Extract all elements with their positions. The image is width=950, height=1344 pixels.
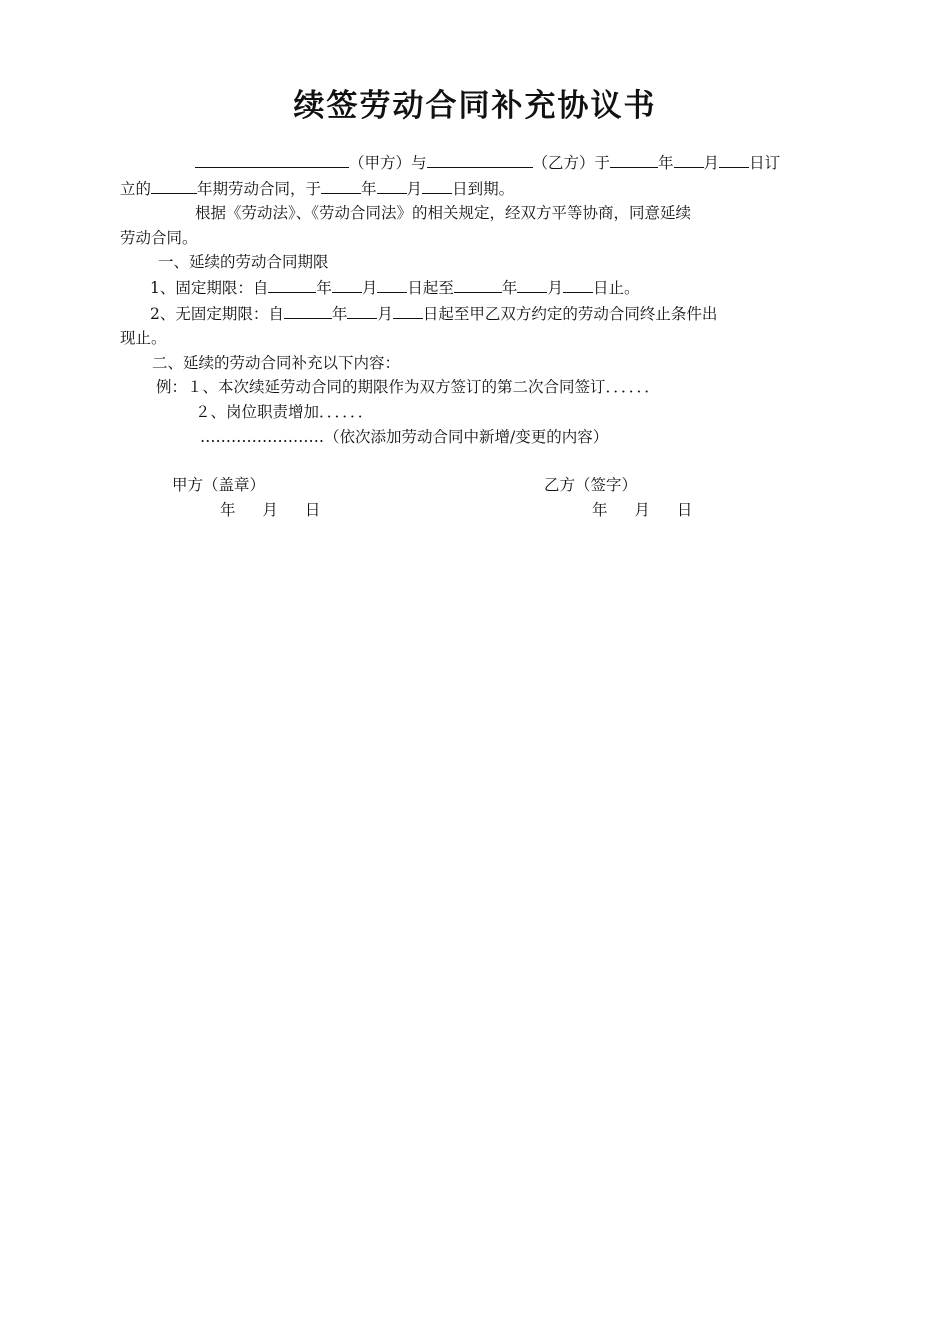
- open-from-year-label: 年: [331, 304, 348, 323]
- open-from-day-blank[interactable]: [393, 301, 423, 319]
- signature-row: [120, 473, 832, 498]
- sign-month-blank[interactable]: [674, 150, 704, 168]
- open-from-year-blank[interactable]: [284, 301, 332, 319]
- para2-line1: 根据《劳动法》、《劳动合同法》的相关规定，经双方平等协商，同意延续: [195, 204, 692, 223]
- sign-year-blank[interactable]: [610, 150, 658, 168]
- expire-month-label: 月: [406, 179, 423, 198]
- para2-line2: 劳动合同。: [120, 228, 198, 247]
- section2-example2: ２、岗位职责增加．．．．．．: [195, 402, 374, 421]
- document-body: [120, 150, 832, 523]
- sign-day-label: 日订: [749, 154, 781, 172]
- para1-line2: [120, 176, 832, 202]
- fixed-from-month-label: 月: [361, 278, 378, 297]
- expire-year-blank[interactable]: [321, 176, 361, 194]
- section2-example3: ……………………（依次添加劳动合同中新增/变更的内容）: [200, 427, 609, 446]
- fixed-from-day-blank[interactable]: [377, 275, 407, 293]
- para1-line1: [120, 150, 832, 176]
- open-term-label: 2、无固定期限：自: [150, 304, 284, 323]
- section1-heading: 一、延续的劳动合同期限: [158, 253, 329, 272]
- sign-day-blank[interactable]: [719, 150, 749, 168]
- sign-month-label: 月: [703, 154, 720, 172]
- sign-year-label: 年: [658, 154, 674, 172]
- party-a-label: （甲方）与: [349, 154, 427, 172]
- fixed-to-month-blank[interactable]: [517, 275, 547, 293]
- party-a-date: 年 月 日: [220, 501, 321, 520]
- party-a-seal-label: 甲方（盖章）: [172, 476, 266, 495]
- party-b-label: （乙方）于: [532, 154, 611, 172]
- document-title: 续签劳动合同补充协议书: [293, 88, 657, 124]
- fixed-from-year-label: 年: [316, 278, 332, 297]
- party-b-blank[interactable]: [427, 150, 533, 168]
- fixed-from-month-blank[interactable]: [332, 275, 362, 293]
- fixed-to-year-label: 年: [501, 278, 518, 297]
- party-a-blank[interactable]: [195, 150, 349, 168]
- section2-heading: 二、延续的劳动合同补充以下内容：: [152, 353, 401, 372]
- open-from-month-label: 月: [377, 304, 393, 323]
- fixed-to-day-blank[interactable]: [563, 275, 593, 293]
- section1-item2-line2: 现止。: [120, 329, 167, 348]
- signature-date-row: [120, 498, 832, 523]
- term-label: 年期劳动合同，于: [197, 179, 322, 198]
- fixed-to-month-label: 月: [547, 278, 563, 297]
- expire-label: 日到期。: [452, 179, 515, 198]
- section1-item1: [120, 275, 832, 301]
- expire-day-blank[interactable]: [422, 176, 452, 194]
- open-term-rest: 日起至甲乙双方约定的劳动合同终止条件出: [422, 304, 718, 323]
- expire-month-blank[interactable]: [377, 176, 407, 194]
- expire-year-label: 年: [361, 179, 377, 198]
- fixed-to-year-blank[interactable]: [454, 275, 502, 293]
- party-b-date: 年 月 日: [592, 501, 693, 520]
- contract-start-label: 立的: [120, 179, 152, 198]
- section2-example1: 例：１、本次续延劳动合同的期限作为双方签订的第二次合同签订．．．．．．: [156, 378, 660, 397]
- fixed-from-year-blank[interactable]: [268, 275, 316, 293]
- section1-item2: [120, 301, 832, 327]
- party-b-sign-label: 乙方（签字）: [544, 476, 638, 495]
- open-from-month-blank[interactable]: [347, 301, 377, 319]
- fixed-to-day-label: 日止。: [592, 278, 640, 297]
- fixed-from-day-label: 日起至: [407, 278, 454, 297]
- fixed-term-label: 1、固定期限：自: [150, 278, 269, 297]
- term-years-blank[interactable]: [151, 176, 197, 194]
